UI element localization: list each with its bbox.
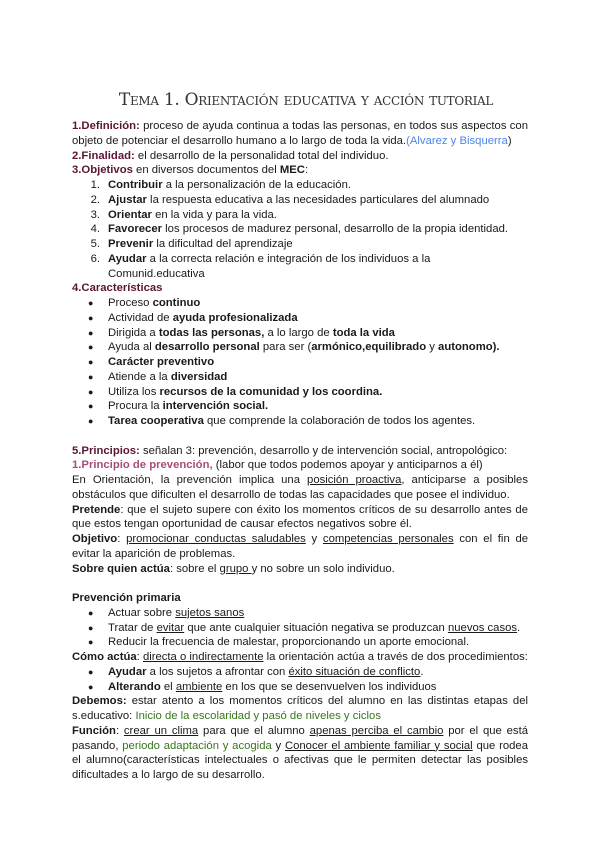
- list-item: [72, 340, 528, 355]
- text-run: Procura la: [108, 400, 163, 413]
- bullet-list: [72, 296, 528, 429]
- bold-text: desarrollo personal: [154, 341, 260, 354]
- list-item: [72, 621, 528, 636]
- paragraph: [72, 149, 528, 164]
- text-run: señalan 3: prevención, desarrollo y de intervención social, antropológico:: [139, 444, 508, 457]
- bold-text: Alterando: [108, 680, 161, 693]
- paragraph: [72, 562, 528, 577]
- text-run: Tratar de: [108, 621, 157, 634]
- underlined-text: ambiente: [175, 680, 223, 693]
- text-run: :: [136, 651, 143, 663]
- text-run: : que el sujeto supere con éxito los momentos críticos de su desarrollo antes de que estos tengan oportunidad de causar efectos negativos sobre él.: [72, 503, 528, 531]
- text-run: que rodea el alumno(características intelectuales o afectivas que le permiten detectar las posibles dificultades a lo largo de su desarrollo.: [72, 739, 528, 781]
- paragraph: [72, 503, 528, 533]
- text-run: el desarrollo de la personalidad total del individuo.: [134, 149, 389, 162]
- bold-text: Tarea cooperativa: [108, 415, 204, 427]
- text-run: :: [304, 164, 309, 177]
- bullet-icon: ●: [88, 666, 94, 677]
- list-item: [72, 326, 528, 341]
- list-item: [72, 178, 528, 193]
- text-run: .: [517, 621, 521, 634]
- list-item: [72, 237, 528, 252]
- bullet-icon: ●: [88, 607, 94, 618]
- list-item: [72, 680, 528, 695]
- text-run: la dificultad del aprendizaje: [153, 238, 293, 250]
- bold-text: Ayudar: [108, 665, 147, 678]
- list-item: [72, 665, 528, 680]
- text-run: y: [305, 533, 323, 545]
- section-heading: 1.Definición:: [72, 120, 140, 132]
- bold-text: Objetivo: [72, 533, 118, 545]
- underlined-text: competencias personales: [322, 533, 454, 545]
- bullet-icon: ●: [88, 298, 94, 308]
- paragraph: [72, 163, 528, 178]
- bold-text: Favorecer: [108, 223, 163, 236]
- bold-text: diversidad: [170, 370, 228, 383]
- bullet-icon: ●: [88, 342, 94, 353]
- list-item: [72, 355, 528, 370]
- underlined-text: promocionar conductas saludables: [126, 533, 306, 545]
- spacer: [72, 429, 528, 444]
- list-item: [72, 370, 528, 385]
- paragraph: [72, 532, 528, 562]
- bold-text: Pretende: [72, 503, 121, 516]
- text-run: , anticiparse a posibles obstáculos que dificulten el desarrollo de todas las capacidades que posee el individuo.: [72, 474, 528, 501]
- bullet-icon: ●: [88, 681, 94, 692]
- bullet-list: [72, 606, 528, 650]
- list-number: 6.: [90, 252, 100, 265]
- bullet-icon: ●: [88, 386, 94, 397]
- list-item: [72, 385, 528, 400]
- bold-text: Contribuir: [108, 179, 163, 191]
- underlined-text: sujetos sanos: [175, 606, 245, 619]
- bullet-icon: ●: [88, 312, 94, 323]
- underlined-text: posición proactiva: [307, 474, 402, 486]
- bold-text: MEC: [279, 164, 305, 177]
- text-run: En Orientación, la prevención implica una: [72, 474, 308, 486]
- text-run: proceso de ayuda continua a todas las personas, en todos sus aspectos con objeto de potenciar el desarrollo humano a lo largo de toda la vida.: [72, 120, 528, 147]
- list-item: [72, 193, 528, 208]
- text-run: para ser (: [259, 341, 312, 354]
- bold-text: toda la vida: [332, 326, 395, 339]
- text-run: (labor que todos podemos apoyar y anticiparnos a él): [212, 459, 483, 472]
- bullet-icon: ●: [88, 622, 94, 633]
- paragraph: [72, 591, 528, 606]
- list-item: [72, 414, 528, 429]
- list-number: 1.: [90, 179, 100, 191]
- text-run: Atiende a la: [108, 370, 171, 383]
- document-body: [72, 119, 528, 783]
- list-number: 3.: [90, 208, 100, 221]
- paragraph: [72, 119, 528, 149]
- text-run: a la correcta relación e integración de los individuos a la Comunid.educativa: [108, 252, 431, 280]
- text-run: el: [160, 680, 176, 693]
- document-title: Tema 1. Orientación educativa y acción tutorial: [118, 90, 494, 110]
- citation-link: (Alvarez y Bisquerra: [406, 134, 508, 147]
- paragraph: [72, 281, 528, 296]
- text-run: en diversos documentos del: [132, 164, 280, 177]
- text-run: en la vida y para la vida.: [151, 208, 277, 221]
- bold-text: autonomo).: [438, 341, 500, 354]
- bold-text: continuo: [152, 297, 201, 309]
- paragraph: [72, 650, 528, 665]
- bold-text: Prevención primaria: [72, 592, 181, 604]
- bullet-icon: ●: [88, 327, 94, 338]
- text-run: Reducir la frecuencia de malestar, proporcionando un aporte emocional.: [108, 636, 470, 649]
- section-heading: 3.Objetivos: [72, 164, 133, 177]
- underlined-text: nuevos casos: [447, 621, 518, 634]
- list-item: [72, 606, 528, 621]
- text-run: Actividad de: [108, 311, 173, 324]
- text-run: y: [271, 739, 285, 752]
- spacer: [72, 576, 528, 591]
- text-run: :: [117, 533, 127, 545]
- bold-text: armónico,equilibrado: [311, 341, 427, 354]
- list-item: [72, 296, 528, 311]
- numbered-list: [72, 178, 528, 281]
- underlined-text: apenas perciba el cambio: [309, 724, 444, 737]
- text-run: Proceso: [108, 297, 153, 309]
- section-heading: 2.Finalidad:: [72, 149, 135, 162]
- text-run: Utiliza los: [108, 385, 160, 398]
- text-run: y: [426, 341, 439, 354]
- list-number: 4.: [90, 223, 100, 236]
- list-item: [72, 311, 528, 326]
- text-run: Dirigida a: [108, 326, 159, 339]
- list-item: [72, 222, 528, 237]
- list-number: 2.: [90, 193, 100, 206]
- paragraph: [72, 444, 528, 459]
- text-run: la respuesta educativa a las necesidades particulares del alumnado: [146, 193, 490, 206]
- text-run: y no sobre un solo individuo.: [251, 562, 395, 575]
- list-number: 5.: [90, 238, 100, 250]
- text-run: en los que se desenvuelven los individuos: [222, 680, 437, 693]
- bold-text: recursos de la comunidad y los coordina.: [159, 385, 383, 398]
- bullet-icon: ●: [88, 401, 94, 412]
- text-run: la orientación actúa a través de dos procedimientos:: [263, 651, 528, 663]
- bold-text: Ayudar: [108, 252, 147, 265]
- underlined-text: evitar: [156, 621, 185, 634]
- bullet-icon: ●: [88, 357, 94, 367]
- bold-text: Cómo actúa: [72, 651, 137, 663]
- text-run: Actuar sobre: [108, 606, 176, 619]
- bold-text: Debemos:: [72, 695, 127, 708]
- bullet-icon: ●: [88, 637, 94, 648]
- bold-text: Ajustar: [108, 193, 147, 206]
- list-item: [72, 208, 528, 223]
- underlined-text: directa o indirectamente: [142, 651, 264, 663]
- text-run: a lo largo de: [264, 326, 333, 339]
- underlined-text: éxito situación de conflicto: [288, 665, 421, 678]
- text-run: a la personalización de la educación.: [162, 179, 352, 191]
- paragraph: [72, 724, 528, 783]
- text-run: ): [507, 134, 512, 147]
- text-run: por el que está pasando,: [72, 724, 528, 752]
- section-heading: 5.Principios:: [72, 444, 140, 457]
- text-run: :: [115, 724, 124, 737]
- paragraph: [72, 694, 528, 724]
- list-item: [72, 635, 528, 650]
- bold-text: todas las personas,: [158, 326, 265, 339]
- text-run: a los sujetos a afrontar con: [146, 665, 289, 678]
- text-run: que ante cualquier situación negativa se produzcan: [184, 621, 448, 634]
- bold-text: Función: [72, 724, 116, 737]
- highlighted-text: periodo adaptación y acogida: [122, 739, 272, 752]
- bullet-icon: ●: [88, 371, 94, 382]
- bold-text: Prevenir: [108, 238, 154, 250]
- text-run: estar atento a los momentos críticos del alumno en las distintas etapas del s.educativo:: [72, 695, 528, 722]
- underlined-text: grupo: [219, 562, 252, 575]
- section-heading: 4.Características: [72, 282, 163, 295]
- text-run: para que el alumno: [198, 724, 310, 737]
- paragraph: [72, 458, 528, 473]
- bold-text: intervención social.: [162, 400, 269, 413]
- underlined-text: crear un clima: [123, 724, 199, 737]
- bold-text: ayuda profesionalizada: [172, 311, 298, 324]
- bold-text: Orientar: [108, 208, 152, 221]
- underlined-text: Conocer el ambiente familiar y social: [284, 739, 473, 752]
- principle-heading: 1.Principio de prevención,: [72, 459, 213, 472]
- list-item: [72, 252, 528, 282]
- bold-text: Sobre quien actúa: [72, 562, 170, 575]
- highlighted-text: Inicio de la escolaridad y pasó de niveles y ciclos: [135, 710, 381, 722]
- text-run: que comprende la colaboración de todos los agentes.: [203, 415, 476, 427]
- bullet-icon: ●: [88, 416, 94, 426]
- text-run: con el fin de evitar la aparición de problemas.: [72, 533, 529, 560]
- bold-text: Carácter preventivo: [108, 356, 215, 368]
- text-run: .: [420, 665, 424, 678]
- text-run: Ayuda al: [108, 341, 155, 354]
- list-item: [72, 399, 528, 414]
- text-run: : sobre el: [169, 562, 220, 575]
- bullet-list: [72, 665, 528, 695]
- text-run: los procesos de madurez personal, desarrollo de la propia identidad.: [162, 223, 509, 236]
- document-page: [72, 90, 528, 783]
- paragraph: [72, 473, 528, 503]
